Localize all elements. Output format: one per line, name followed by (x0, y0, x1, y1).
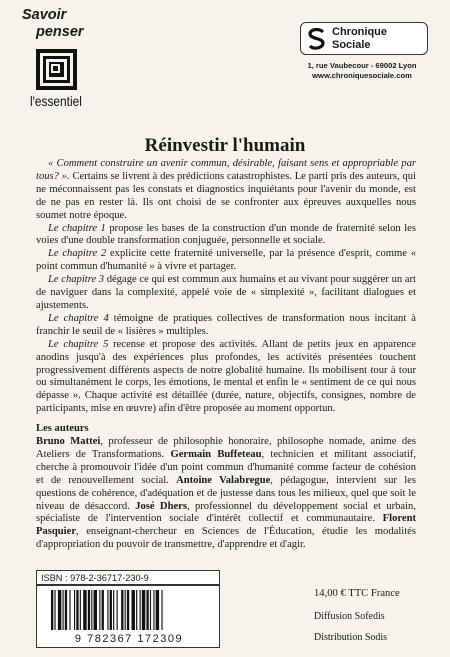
barcode-bar (83, 590, 86, 630)
diffusion: Diffusion Sofedis (314, 611, 385, 622)
barcode-bar (88, 590, 90, 630)
barcode-bar (146, 590, 148, 630)
barcode-bar (117, 590, 118, 630)
series-line-1: Savoir (22, 7, 67, 23)
authors-heading: Les auteurs (36, 423, 89, 435)
isbn-label: ISBN : 978-2-36717-230-9 (36, 570, 220, 585)
chapter-2-paragraph: Le chapitre 2 explicite cette fraternité universelle, par la présence d'esprit, comme « point commun d'humanité » à vivre et partager. (36, 248, 416, 273)
publisher-s-icon (307, 28, 327, 50)
barcode-bar (121, 590, 123, 630)
publisher-website[interactable]: www.chroniquesociale.com (312, 71, 412, 80)
barcode-bar (74, 590, 75, 630)
book-title: Réinvestir l'humain (144, 135, 306, 156)
barcode-bar (132, 590, 135, 630)
barcode-bar (156, 590, 159, 630)
barcode-bar (69, 590, 70, 630)
back-cover-text (36, 158, 416, 552)
price: 14,00 € TTC France (314, 588, 400, 599)
barcode-bar (110, 590, 112, 630)
chapter-3-paragraph: Le chapitre 3 dégage ce qui est commun aux humains et au vivant pour suggérer un art de naviguer dans la complexité, appelé voie de « simplexité », facilitant dialogues et ajustements. (36, 274, 416, 311)
series-line-2: penser (36, 24, 84, 40)
barcode-bar (125, 590, 126, 630)
barcode-bar (113, 590, 114, 630)
intro-paragraph: « Comment construire un avenir commun, désirable, faisant sens et appropriable par tous? ». Certains se livrent à des prédictions catastrophistes. Le parti pris des auteurs, qui ne méconnaissent pas les constats et diagnostics inquiétants pour l'avenir du monde, est de ne pas en rester là. Ils ont choisi de se confronter aux épreuves auxquelles nous soumet notre époque. (36, 158, 417, 221)
barcode-bar (161, 590, 162, 630)
series-logo-icon (36, 49, 77, 90)
barcode-bar (140, 590, 141, 630)
barcode-bar (136, 590, 137, 630)
publisher-name: Chronique Sociale (332, 26, 387, 51)
distribution: Distribution Sodis (314, 632, 388, 643)
chapter-5-paragraph: Le chapitre 5 recense et propose des activités. Allant de petits jeux en apparence anodins jusqu'à des expériences plus profondes, les activités présentées touchent progressivement différents aspects de notre globalité humaine. Ils mobilisent tour à tour ou simultanément le corps, les émotions, le mental et enfin le « sentiment de ce qui nous dépasse ». Chaque activité est détaillée (durée, nature, objectifs, consignes, nombre de participants, mise en œuvre) afin d'être proposée au moment opportun. (36, 338, 416, 415)
barcode-bar (51, 590, 53, 630)
chapter-1-paragraph: Le chapitre 1 propose les bases de la construction d'un monde de fraternité selon les voies d'une double transformation conjuguée, personnelle et sociale. (36, 222, 416, 247)
barcode-bar (127, 590, 129, 630)
barcode-bar (150, 590, 151, 630)
series-name (22, 7, 102, 41)
barcode-bars (37, 586, 219, 632)
barcode-bar (54, 590, 55, 630)
publisher-logo (300, 22, 428, 55)
chapter-4-paragraph: Le chapitre 4 témoigne de pratiques collectives de transformation nous incitant à franchir le seuil de « lisières » multiples. (36, 312, 416, 337)
barcode-bar (142, 590, 145, 630)
publisher-address: 1, rue Vaubecour - 69002 Lyon www.chroniquesociale.com (287, 61, 437, 81)
barcode-bar (65, 590, 67, 630)
barcode-bar (80, 590, 81, 630)
barcode-bar (63, 590, 64, 630)
barcode-bar (102, 590, 104, 630)
series-line-3: l'essentiel (30, 93, 82, 109)
barcode-bar (153, 590, 154, 630)
barcode-bar (94, 590, 97, 630)
barcode-digits: 9 782367 172309 (74, 633, 184, 645)
barcode-bar (76, 590, 78, 630)
authors-paragraph: Bruno Mattei, professeur de philosophie honoraire, philosophe nomade, anime des Ateliers de Transformations. Germain Buffeteau, technicien et militant associatif, cherche à promouvoir l'idée d'un point commun d'humanité comme facteur de cohésion et de renouvellement social. Antoine Valabregue, pédagogue, intervient sur les questions de cohérence, d'adéquation et de justesse dans tous les milieux, quel que soit le niveau de désaccord. José Dhers, professionnel du développement social et urbain, spécialiste de l'intervention sociale d'intérêt collectif et communautaire. Florent Pasquier, enseignant-chercheur en Sciences de l'Éducation, étudie les modalités d'appropriation du pouvoir de transmettre, d'apprendre et d'agir. (36, 436, 416, 551)
barcode-bar (107, 590, 108, 630)
barcode-bar (99, 590, 100, 630)
barcode-bar (91, 590, 92, 630)
barcode-bar (58, 590, 61, 630)
barcode (36, 585, 220, 648)
